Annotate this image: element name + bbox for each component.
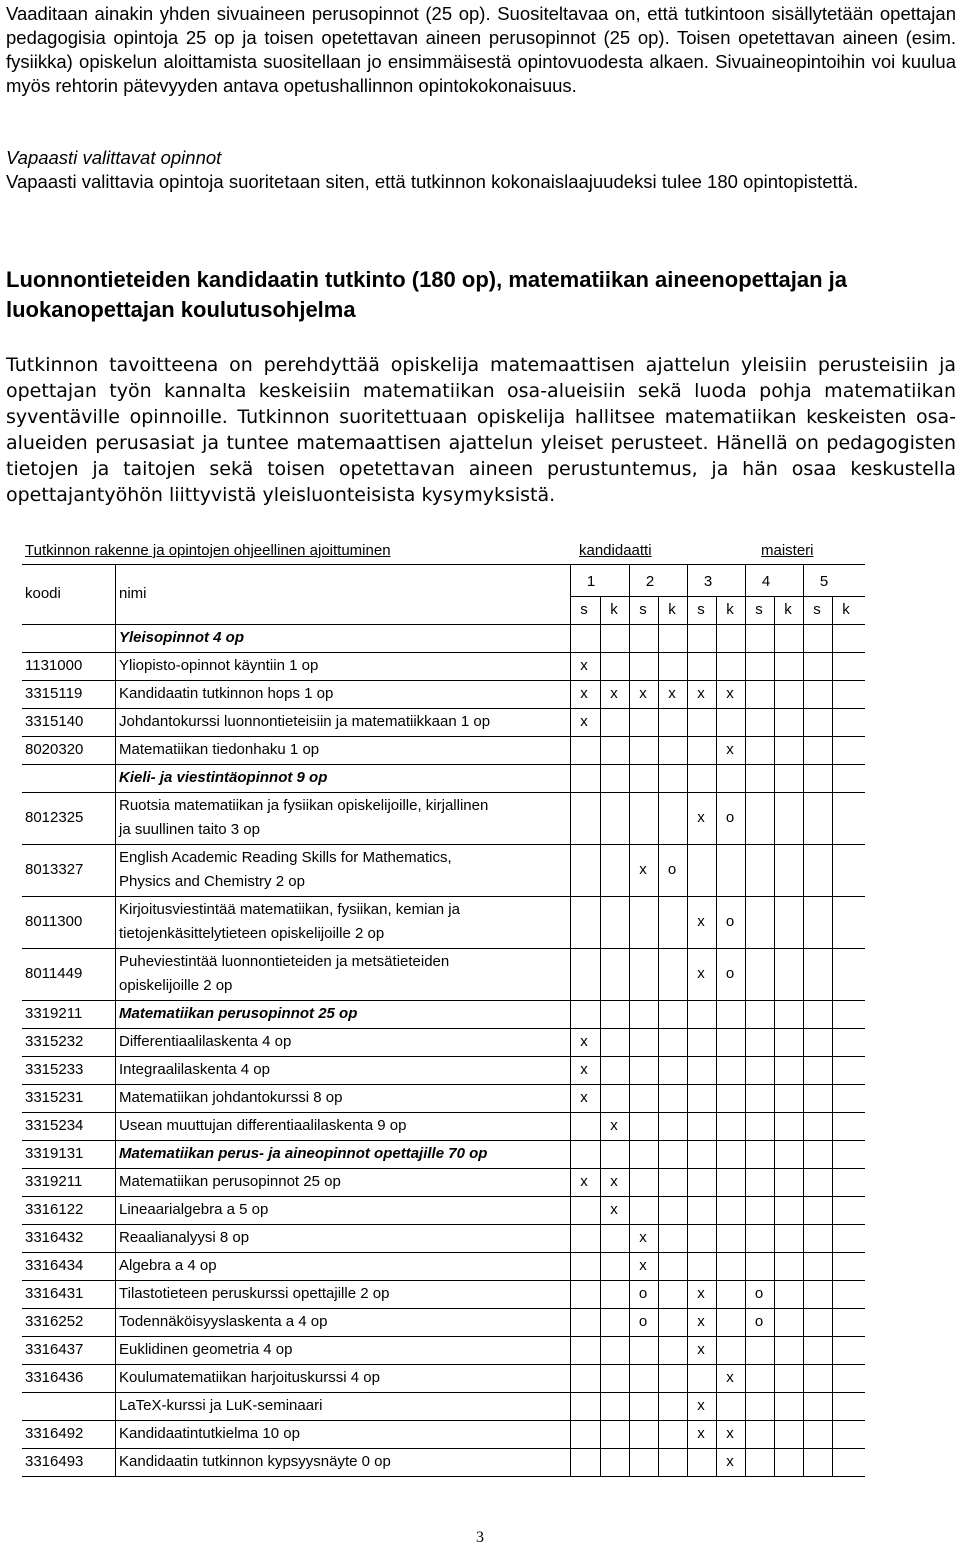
table-row-code: 3316434 xyxy=(25,1257,84,1274)
table-row-code: 8011449 xyxy=(25,965,83,982)
table-row-code: 3316436 xyxy=(25,1369,84,1386)
table-row-name: Lineaarialgebra a 5 op xyxy=(119,1201,269,1218)
column-rule xyxy=(629,564,630,1476)
schedule-mark: x xyxy=(726,1453,734,1470)
table-section-title: Yleisopinnot 4 op xyxy=(119,629,245,646)
table-row-code: 8012325 xyxy=(25,809,84,826)
elective-title: Vapaasti valittavat opinnot xyxy=(6,147,222,168)
table-row-name: Usean muuttujan differentiaalilaskenta 9 op xyxy=(119,1117,407,1134)
code-name-divider xyxy=(115,564,116,1476)
table-row-code: 1131000 xyxy=(25,657,83,674)
table-row-name: Johdantokurssi luonnontieteisiin ja matematiikkaan 1 op xyxy=(119,713,491,730)
schedule-mark: x xyxy=(697,1425,705,1442)
table-row-code: 3315140 xyxy=(25,713,84,730)
column-rule xyxy=(658,596,659,1476)
column-rule xyxy=(570,564,571,1476)
table-row-code: 3316492 xyxy=(25,1425,84,1442)
year-label: 5 xyxy=(819,573,829,590)
schedule-mark: x xyxy=(697,1285,705,1302)
schedule-mark: x xyxy=(639,861,647,878)
table-row-code: 3315234 xyxy=(25,1117,84,1134)
table-row-name: Matematiikan perusopinnot 25 op xyxy=(119,1173,341,1190)
table-row-code: 3315119 xyxy=(25,685,83,702)
table-row-name: Integraalilaskenta 4 op xyxy=(119,1061,270,1078)
table-row-name: Matematiikan johdantokurssi 8 op xyxy=(119,1089,343,1106)
term-label: k xyxy=(610,601,618,618)
table-row-name: Ruotsia matematiikan ja fysiikan opiskelijoille, kirjallinen xyxy=(119,797,489,814)
term-label: k xyxy=(842,601,850,618)
table-row-name-cont: Physics and Chemistry 2 op xyxy=(119,873,305,890)
schedule-mark: x xyxy=(697,1397,705,1414)
schedule-mark: x xyxy=(697,809,705,826)
schedule-mark: x xyxy=(580,1173,588,1190)
table-row-name: Tilastotieteen peruskurssi opettajille 2 op xyxy=(119,1285,390,1302)
schedule-mark: o xyxy=(667,861,677,878)
schedule-mark: x xyxy=(726,741,734,758)
schedule-mark: x xyxy=(639,1229,647,1246)
schedule-mark: x xyxy=(610,1117,618,1134)
schedule-mark: x xyxy=(697,1313,705,1330)
table-row-code: 3319211 xyxy=(25,1173,83,1190)
table-row-code: 3315232 xyxy=(25,1033,84,1050)
table-row-name-cont: tietojenkäsittelytieteen opiskelijoille 2 op xyxy=(119,925,385,942)
term-label: s xyxy=(755,601,763,618)
schedule-mark: x xyxy=(610,1201,618,1218)
table-row-code: 8013327 xyxy=(25,861,84,878)
table-row-code: 3319211 xyxy=(25,1005,83,1022)
table-row-code: 8020320 xyxy=(25,741,84,758)
table-row-code: 3316431 xyxy=(25,1285,84,1302)
schedule-mark: x xyxy=(697,1341,705,1358)
schedule-mark: o xyxy=(638,1285,648,1302)
term-label: k xyxy=(784,601,792,618)
section-heading: Luonnontieteiden kandidaatin tutkinto (180 op), matematiikan aineenopettajan ja luokanopettajan koulutusohjelma xyxy=(6,267,847,322)
table-row-code: 3316437 xyxy=(25,1341,84,1358)
table-row-code: 3316493 xyxy=(25,1453,84,1470)
col-name-label: nimi xyxy=(119,585,147,602)
table-row-name: Kirjoitusviestintää matematiikan, fysiikan, kemian ja xyxy=(119,901,460,918)
table-row-code: 3316252 xyxy=(25,1313,84,1330)
top-paragraph: Vaaditaan ainakin yhden sivuaineen perusopinnot (25 op). Suositeltavaa on, että tutkintoon sisällytetään opettajan pedagogisia opintoja 25 op ja toisen opetettavan aineen perusopinnot (25 op). Toisen opetettavan aineen (esim. fysiikka) opiskelun aloittamista suositellaan jo ensimmäisestä opintovuodesta alkaen. Sivuaineopintoihin voi kuulua myös rehtorin pätevyyden antava opetushallinnon opintokokonaisuus. xyxy=(6,3,956,96)
term-label: s xyxy=(697,601,705,618)
schedule-mark: o xyxy=(754,1313,764,1330)
table-row-name: Kandidaatintutkielma 10 op xyxy=(119,1425,300,1442)
schedule-mark: o xyxy=(725,965,735,982)
schedule-mark: x xyxy=(668,685,676,702)
column-rule xyxy=(716,596,717,1476)
term-label: k xyxy=(726,601,734,618)
column-rule xyxy=(774,596,775,1476)
table-row-name: LaTeX-kurssi ja LuK-seminaari xyxy=(119,1397,323,1414)
table-row-name: Puheviestintää luonnontieteiden ja metsätieteiden xyxy=(119,953,450,970)
schedule-mark: o xyxy=(725,809,735,826)
schedule-mark: x xyxy=(610,1173,618,1190)
table-row-name: Kandidaatin tutkinnon hops 1 op xyxy=(119,685,334,702)
col-code-label: koodi xyxy=(25,585,61,602)
table-row-code: 3315231 xyxy=(25,1089,84,1106)
column-rule xyxy=(803,564,804,1476)
schedule-mark: x xyxy=(639,1257,647,1274)
year-label: 1 xyxy=(586,573,596,590)
table-row-name: Koulumatematiikan harjoituskurssi 4 op xyxy=(119,1369,380,1386)
table-row-name: Kandidaatin tutkinnon kypsyysnäyte 0 op xyxy=(119,1453,391,1470)
schedule-mark: x xyxy=(580,1033,588,1050)
schedule-mark: o xyxy=(638,1313,648,1330)
year-label: 2 xyxy=(645,573,655,590)
schedule-mark: x xyxy=(580,713,588,730)
schedule-mark: x xyxy=(610,685,618,702)
table-row-code: 3319131 xyxy=(25,1145,84,1162)
table-section-title: Kieli- ja viestintäopinnot 9 op xyxy=(119,769,328,786)
table-row-name-cont: ja suullinen taito 3 op xyxy=(119,821,260,838)
table-row-code: 3315233 xyxy=(25,1061,84,1078)
schedule-mark: x xyxy=(639,685,647,702)
schedule-mark: o xyxy=(725,913,735,930)
table-row-code: 3316432 xyxy=(25,1229,84,1246)
table-row-name: Algebra a 4 op xyxy=(119,1257,217,1274)
table-row-code: 3316122 xyxy=(25,1201,84,1218)
schedule-mark: o xyxy=(754,1285,764,1302)
row-rule xyxy=(22,844,865,845)
column-rule xyxy=(832,596,833,1476)
table-row-name: Yliopisto-opinnot käyntiin 1 op xyxy=(119,657,319,674)
table-row-code: 8011300 xyxy=(25,913,83,930)
column-rule xyxy=(600,596,601,1476)
schedule-mark: x xyxy=(726,685,734,702)
schedule-mark: x xyxy=(697,685,705,702)
schedule-mark: x xyxy=(697,913,705,930)
intro-paragraph: Tutkinnon tavoitteena on perehdyttää opiskelija matemaattisen ajattelun yleisiin perusteisiin ja opettajan työn kannalta keskeisiin matematiikan osa-alueisiin sekä luoda pohja matematiikan syventäville opinnoille. Tutkinnon suoritettuaan opiskelija hallitsee matematiikan keskeisten osa-alueiden perusasiat ja tuntee matemaattisen ajattelun yleiset perusteet. Hänellä on pedagogisten tietojen ja taitojen sekä toisen opetettavan aineen perustuntemus, ja hän osaa keskustella opettajantyöhön liittyvistä yleisluonteisista kysymyksistä. xyxy=(6,354,956,506)
term-label: s xyxy=(639,601,647,618)
page-number: 3 xyxy=(476,1529,484,1546)
table-row-name: English Academic Reading Skills for Mathematics, xyxy=(119,849,452,866)
table-row-name: Todennäköisyyslaskenta a 4 op xyxy=(119,1313,328,1330)
schedule-mark: x xyxy=(580,1089,588,1106)
row-rule xyxy=(22,1476,865,1477)
year-label: 3 xyxy=(703,573,713,590)
column-rule xyxy=(745,564,746,1476)
schedule-mark: x xyxy=(580,685,588,702)
table-row-name: Differentiaalilaskenta 4 op xyxy=(119,1033,292,1050)
table-section-title: Matematiikan perus- ja aineopinnot opettajille 70 op xyxy=(119,1145,488,1162)
table-section-title: Matematiikan perusopinnot 25 op xyxy=(119,1005,358,1022)
schedule-mark: x xyxy=(580,657,588,674)
schedule-mark: x xyxy=(726,1425,734,1442)
schedule-mark: x xyxy=(697,965,705,982)
table-caption: Tutkinnon rakenne ja opintojen ohjeellinen ajoittuminen xyxy=(25,542,391,559)
table-row-name: Matematiikan tiedonhaku 1 op xyxy=(119,741,320,758)
elective-text: Vapaasti valittavia opintoja suoritetaan siten, että tutkinnon kokonaislaajuudeksi tulee 180 opintopistettä. xyxy=(6,171,859,192)
table-row-name: Euklidinen geometria 4 op xyxy=(119,1341,293,1358)
kandidaatti-label: kandidaatti xyxy=(579,542,652,559)
schedule-mark: x xyxy=(726,1369,734,1386)
term-label: s xyxy=(580,601,588,618)
term-label: s xyxy=(813,601,821,618)
term-label: k xyxy=(668,601,676,618)
year-label: 4 xyxy=(761,573,771,590)
column-rule xyxy=(687,564,688,1476)
table-row-name-cont: opiskelijoille 2 op xyxy=(119,977,233,994)
maisteri-label: maisteri xyxy=(761,542,814,559)
table-row-name: Reaalianalyysi 8 op xyxy=(119,1229,250,1246)
schedule-mark: x xyxy=(580,1061,588,1078)
